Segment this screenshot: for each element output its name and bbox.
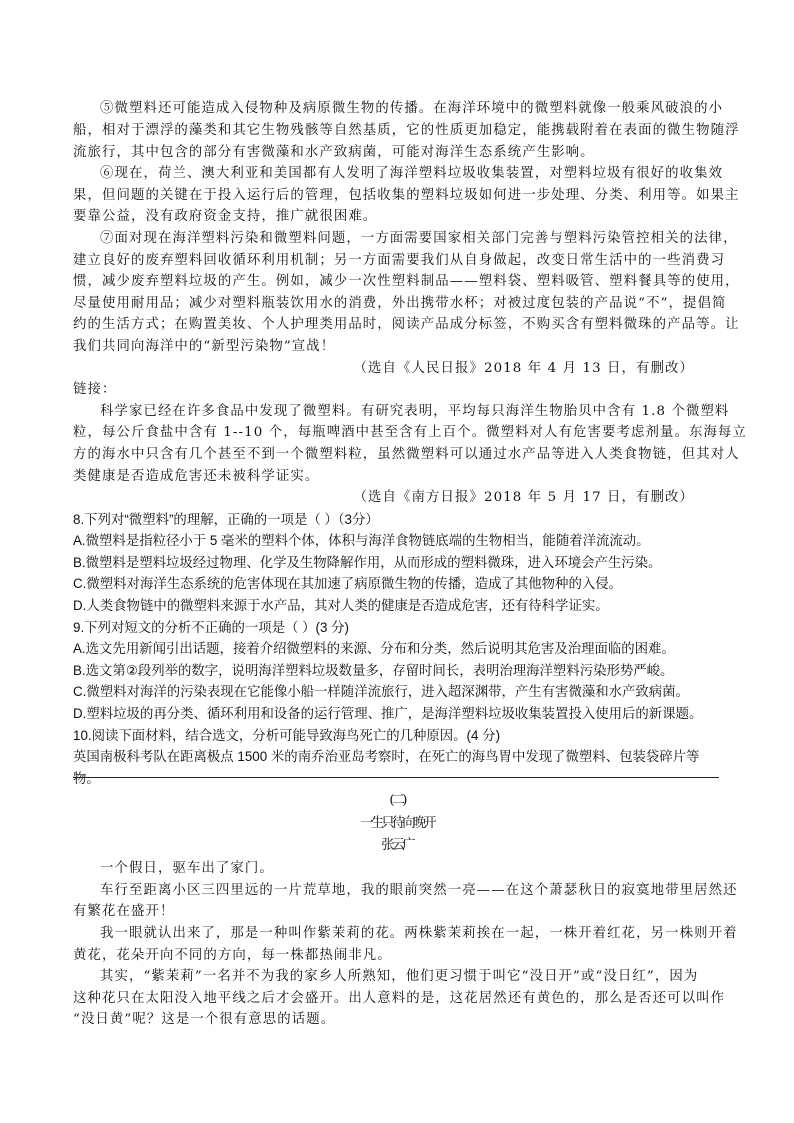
p7-line-5: 约的生活方式；在购置美妆、个人护理类用品时，阅读产品成分标签，不购买含有塑料微珠的产品等。让 xyxy=(73,317,740,332)
p2-para-1: 一个假日，驱车出了家门。 xyxy=(100,861,274,876)
p2-para-2-line-1: 车行至距离小区三四里远的一片荒草地，我的眼前突然一亮——在这个萧瑟秋日的寂寞地带里居然还 xyxy=(100,883,738,898)
link-line-2: 粒，每公斤食盐中含有 1--10 个，每瓶啤酒中甚至含有上百个。微塑料对人有危害要考虑剂量。东海每立 xyxy=(73,425,747,440)
p2-para-3-line-2: 黄花，花朵开向不同的方向，每一株都热闹非凡。 xyxy=(73,948,392,963)
p2-para-4-line-1: 其实，“紫茉莉”一名并不为我的家乡人所熟知，他们更习惯于叫它“没日开”或“没日红”，因为 xyxy=(100,969,699,984)
section-divider xyxy=(73,777,719,778)
question-8: 8.下列对“微塑料”的理解，正确的一项是（ ）（3分） xyxy=(73,512,379,527)
passage-author: 张云广 xyxy=(381,838,413,853)
p7-line-2: 建立良好的废弃塑料回收循环利用机制；另一方面需要我们从自身做起，改变日常生活中的一些消费习 xyxy=(73,253,726,268)
p6-line-1: ⑥现在，荷兰、澳大利亚和美国都有人发明了海洋塑料垃圾收集装置，对塑料垃圾有很好的收集效 xyxy=(100,166,724,181)
link-line-1: 科学家已经在许多食品中发现了微塑料。有研究表明，平均每只海洋生物胎贝中含有 1.8 个微塑料 xyxy=(100,404,730,419)
p7-line-4: 尽量使用耐用品；减少对塑料瓶装饮用水的消费，外出携带水杯；对被过度包装的产品说“不”，提倡简 xyxy=(73,296,727,311)
q8-option-b: B.微塑料是塑料垃圾经过物理、化学及生物降解作用，从而形成的塑料微珠，进入环境会产生污染。 xyxy=(73,555,662,570)
source-people-daily: （选自《人民日报》2018 年 4 月 13 日，有删改） xyxy=(353,361,694,376)
p5-line-1: ⑤微塑料还可能造成入侵物种及病原微生物的传播。在海洋环境中的微塑料就像一般乘风破浪的小 xyxy=(100,101,724,116)
question-9: 9.下列对短文的分析不正确的一项是（ ）(3 分) xyxy=(73,620,350,635)
q9-option-d: D.塑料垃圾的再分类、循环利用和设备的运行管理、推广，是海洋塑料垃圾收集装置投入使用后的新课题。 xyxy=(73,706,703,721)
p7-line-3: 惯，减少废弃塑料垃圾的产生。例如，减少一次性塑料制品——塑料袋、塑料吸管、塑料餐具等的使用， xyxy=(73,274,740,289)
link-label: 链接： xyxy=(73,382,117,397)
p2-para-2-line-2: 有繁花在盛开！ xyxy=(73,904,175,919)
q8-option-c: C.微塑料对海洋生态系统的危害体现在其加速了病原微生物的传播，造成了其他物种的入侵。 xyxy=(73,576,623,591)
section-number: (二) xyxy=(389,793,405,808)
link-line-4: 类健康是否造成危害还未被科学证实。 xyxy=(73,469,320,484)
p5-line-3: 流旅行，其中包含的部分有害微藻和水产致病菌，可能对海洋生态系统产生影响。 xyxy=(73,145,595,160)
p6-line-3: 要靠公益，没有政府资金支持，推广就很困难。 xyxy=(73,209,378,224)
p7-line-1: ⑦面对现在海洋塑料污染和微塑料问题，一方面需要国家相关部门完善与塑料污染管控相关的法律， xyxy=(100,231,738,246)
question-10: 10.阅读下面材料，结合选文，分析可能导致海鸟死亡的几种原因。(4 分) xyxy=(73,728,501,743)
q8-option-d: D.人类食物链中的微塑料来源于水产品，其对人类的健康是否造成危害，还有待科学证实。 xyxy=(73,598,609,613)
p2-para-4-line-3: “没日黄”呢？这是一个很有意思的话题。 xyxy=(73,1012,336,1027)
p5-line-2: 船，相对于漂浮的藻类和其它生物残骸等自然基质，它的性质更加稳定，能携载附着在表面的微生物随浮 xyxy=(73,123,740,138)
p2-para-3-line-1: 我一眼就认出来了，那是一种叫作紫茉莉的花。两株紫茉莉挨在一起，一株开着红花，另一株则开着 xyxy=(100,926,738,941)
q9-option-b: B.选文第②段列举的数字，说明海洋塑料垃圾数量多，存留时间长，表明治理海洋塑料污染形势严峻。 xyxy=(73,663,674,678)
p7-line-6: 我们共同向海洋中的“新型污染物”宣战！ xyxy=(73,339,336,354)
p2-para-4-line-2: 这种花只在太阳没入地平线之后才会盛开。出人意料的是，这花居然还有黄色的，那么是否还可以叫作 xyxy=(73,991,726,1006)
q9-option-a: A.选文先用新闻引出话题，接着介绍微塑料的来源、分布和分类，然后说明其危害及治理面临的困难。 xyxy=(73,641,675,656)
p6-line-2: 果，但问题的关键在于投入运行后的管理，包括收集的塑料垃圾如何进一步处理、分类、利用等。如果主 xyxy=(73,188,740,203)
link-line-3: 方的海水中只含有几个甚至不到一个微塑料粒，虽然微塑料可以通过水产品等进入人类食物链，但其对人 xyxy=(73,447,740,462)
q10-material-line-2: 物。 xyxy=(73,771,100,786)
q10-material-line-1: 英国南极科考队在距离极点 1500 米的南乔治亚岛考察时，在死亡的海鸟胃中发现了微塑料、包装袋碎片等 xyxy=(73,749,700,764)
source-southern-daily: （选自《南方日报》2018 年 5 月 17 日，有删改） xyxy=(353,490,694,505)
q8-option-a: A.微塑料是指粒径小于 5 毫米的塑料个体，体积与海洋食物链底端的生物相当，能随着洋流流动。 xyxy=(73,533,650,548)
passage-title: 一生只待向晚开 xyxy=(360,816,434,831)
q9-option-c: C.微塑料对海洋的污染表现在它能像小船一样随洋流旅行，进入超深渊带，产生有害微藻和水产致病菌。 xyxy=(73,684,689,699)
